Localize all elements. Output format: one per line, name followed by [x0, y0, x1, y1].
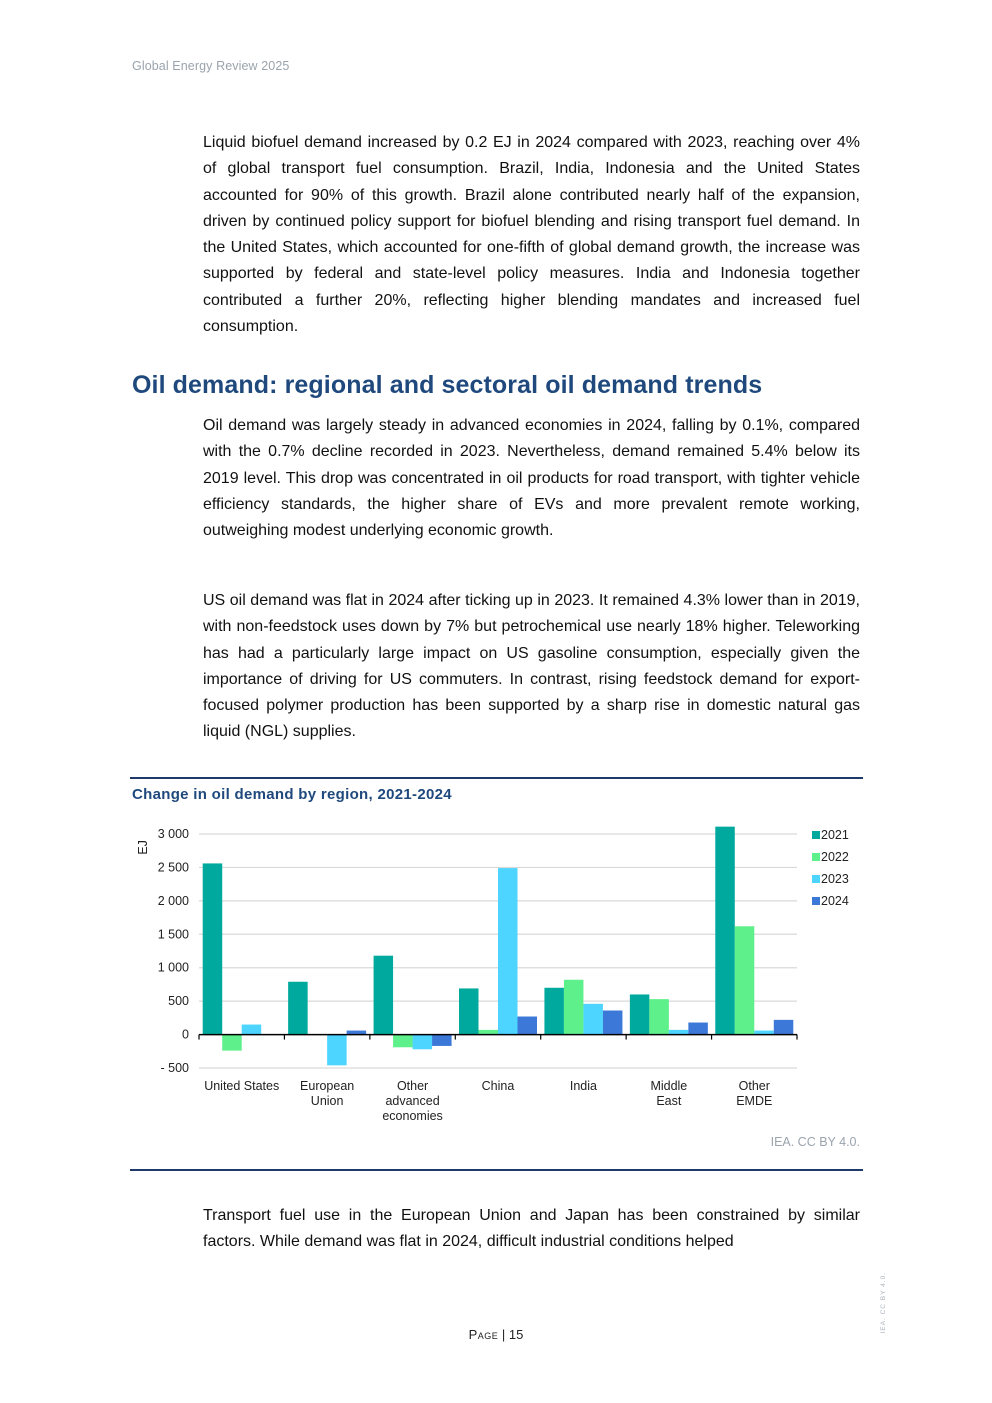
x-category-label: EMDE [736, 1094, 773, 1108]
x-category-label: China [481, 1079, 515, 1093]
paragraph-transport-fuel: Transport fuel use in the European Union and Japan has been constrained by similar factors. While demand was flat in 2024, difficult industrial conditions helped [203, 1207, 860, 1251]
bar-2023 [242, 1025, 262, 1035]
y-tick-label: 3 000 [157, 827, 189, 841]
figure-top-rule [130, 777, 863, 779]
bar-2024 [518, 1017, 538, 1035]
x-category-label: European [300, 1079, 355, 1093]
y-tick-label: 2 000 [157, 893, 189, 908]
bar-2024 [688, 1023, 708, 1035]
bar-2022 [649, 999, 669, 1034]
bar-2024 [774, 1020, 794, 1035]
x-category-label: Other [396, 1079, 429, 1093]
bar-2023 [327, 1035, 347, 1066]
paragraph-biofuel: Liquid biofuel demand increased by 0.2 EJ in 2024 compared with 2023, reaching over 4% of global transport fuel consumption. Brazil, India, Indonesia and the United States accounted for 90% of this growth. Brazil alone contributed nearly half of the expansion, driven by continued policy support for biofuel blending and rising transport fuel demand. In the United States, which accounted for one-fifth of global demand growth, the increase was supported by federal and state-level policy measures. India and Indonesia together contributed a further 20%, reflecting higher blending mandates and increased fuel consumption. [203, 134, 860, 336]
bar-2021 [630, 994, 650, 1034]
paragraph-advanced-economies: Oil demand was largely steady in advanced economies in 2024, falling by 0.1%, compared with the 0.7% decline recorded in 2023. Nevertheless, demand remained 5.4% below its 2019 level. This drop was concentrated in oil products for road transport, with tighter vehicle efficiency standards, the higher share of EVs and more prevalent remote working, outweighing modest underlying economic growth. [203, 417, 860, 540]
bar-2022 [735, 926, 755, 1034]
y-axis-label: EJ [136, 840, 150, 855]
legend-label-2021: 2021 [821, 828, 849, 842]
x-category-label: Union [310, 1094, 344, 1108]
bar-2022 [393, 1035, 413, 1048]
figure-source: IEA. CC BY 4.0. [770, 1135, 860, 1149]
side-license: IEA. CC BY 4.0. [880, 1272, 887, 1334]
paragraph-us-oil-demand: US oil demand was flat in 2024 after ticking up in 2023. It remained 4.3% lower than in 2019, with non-feedstock uses down by 7% but petrochemical use nearly 18% higher. Teleworking has had a particularly large impact on US gasoline consumption, especially given the importance of driving for US commuters. In contrast, rising feedstock demand for export-focused polymer production has been supported by a sharp rise in domestic natural gas liquid (NGL) supplies. [203, 592, 860, 741]
page-separator: | [501, 1327, 506, 1342]
section-title: Oil demand: regional and sectoral oil demand trends [132, 371, 763, 399]
bar-2021 [288, 982, 308, 1035]
y-tick-label: 1 500 [157, 927, 189, 942]
legend-label-2023: 2023 [821, 872, 849, 886]
running-header: Global Energy Review 2025 [132, 59, 290, 73]
x-category-label: economies [382, 1109, 443, 1123]
bar-2021 [374, 956, 394, 1035]
bar-2021 [544, 988, 564, 1035]
legend-label-2022: 2022 [821, 850, 849, 864]
legend-swatch-2023 [812, 875, 820, 883]
legend-swatch-2022 [812, 853, 820, 861]
y-tick-label: - 500 [160, 1061, 189, 1075]
page-number: 15 [508, 1327, 524, 1342]
bar-2021 [203, 863, 223, 1034]
legend-swatch-2021 [812, 831, 820, 839]
x-category-label: Other [738, 1079, 770, 1093]
page-footer [0, 1327, 992, 1342]
bar-2022 [564, 980, 584, 1035]
bar-2024 [603, 1011, 623, 1035]
bar-2023 [413, 1035, 433, 1050]
x-category-label: Middle [650, 1079, 688, 1093]
x-category-label: India [569, 1079, 597, 1093]
x-category-label: East [656, 1094, 682, 1108]
x-category-label: United States [204, 1079, 280, 1093]
figure-title: Change in oil demand by region, 2021-2024 [132, 786, 452, 803]
x-category-label: advanced [385, 1094, 440, 1108]
bar-2022 [222, 1035, 242, 1051]
legend-swatch-2024 [812, 897, 820, 905]
bar-2023 [498, 868, 518, 1034]
bar-2021 [715, 827, 735, 1035]
y-tick-label: 2 500 [157, 860, 189, 875]
legend-label-2024: 2024 [821, 894, 849, 908]
figure-bottom-rule [130, 1169, 863, 1171]
y-tick-label: 1 000 [157, 960, 189, 975]
y-tick-label: 500 [168, 994, 189, 1009]
oil-demand-chart [130, 815, 863, 1133]
y-tick-label: 0 [182, 1027, 189, 1042]
bar-2024 [432, 1035, 452, 1046]
bar-2021 [459, 988, 479, 1034]
bar-2023 [583, 1004, 603, 1035]
page-label: Page [468, 1327, 499, 1342]
